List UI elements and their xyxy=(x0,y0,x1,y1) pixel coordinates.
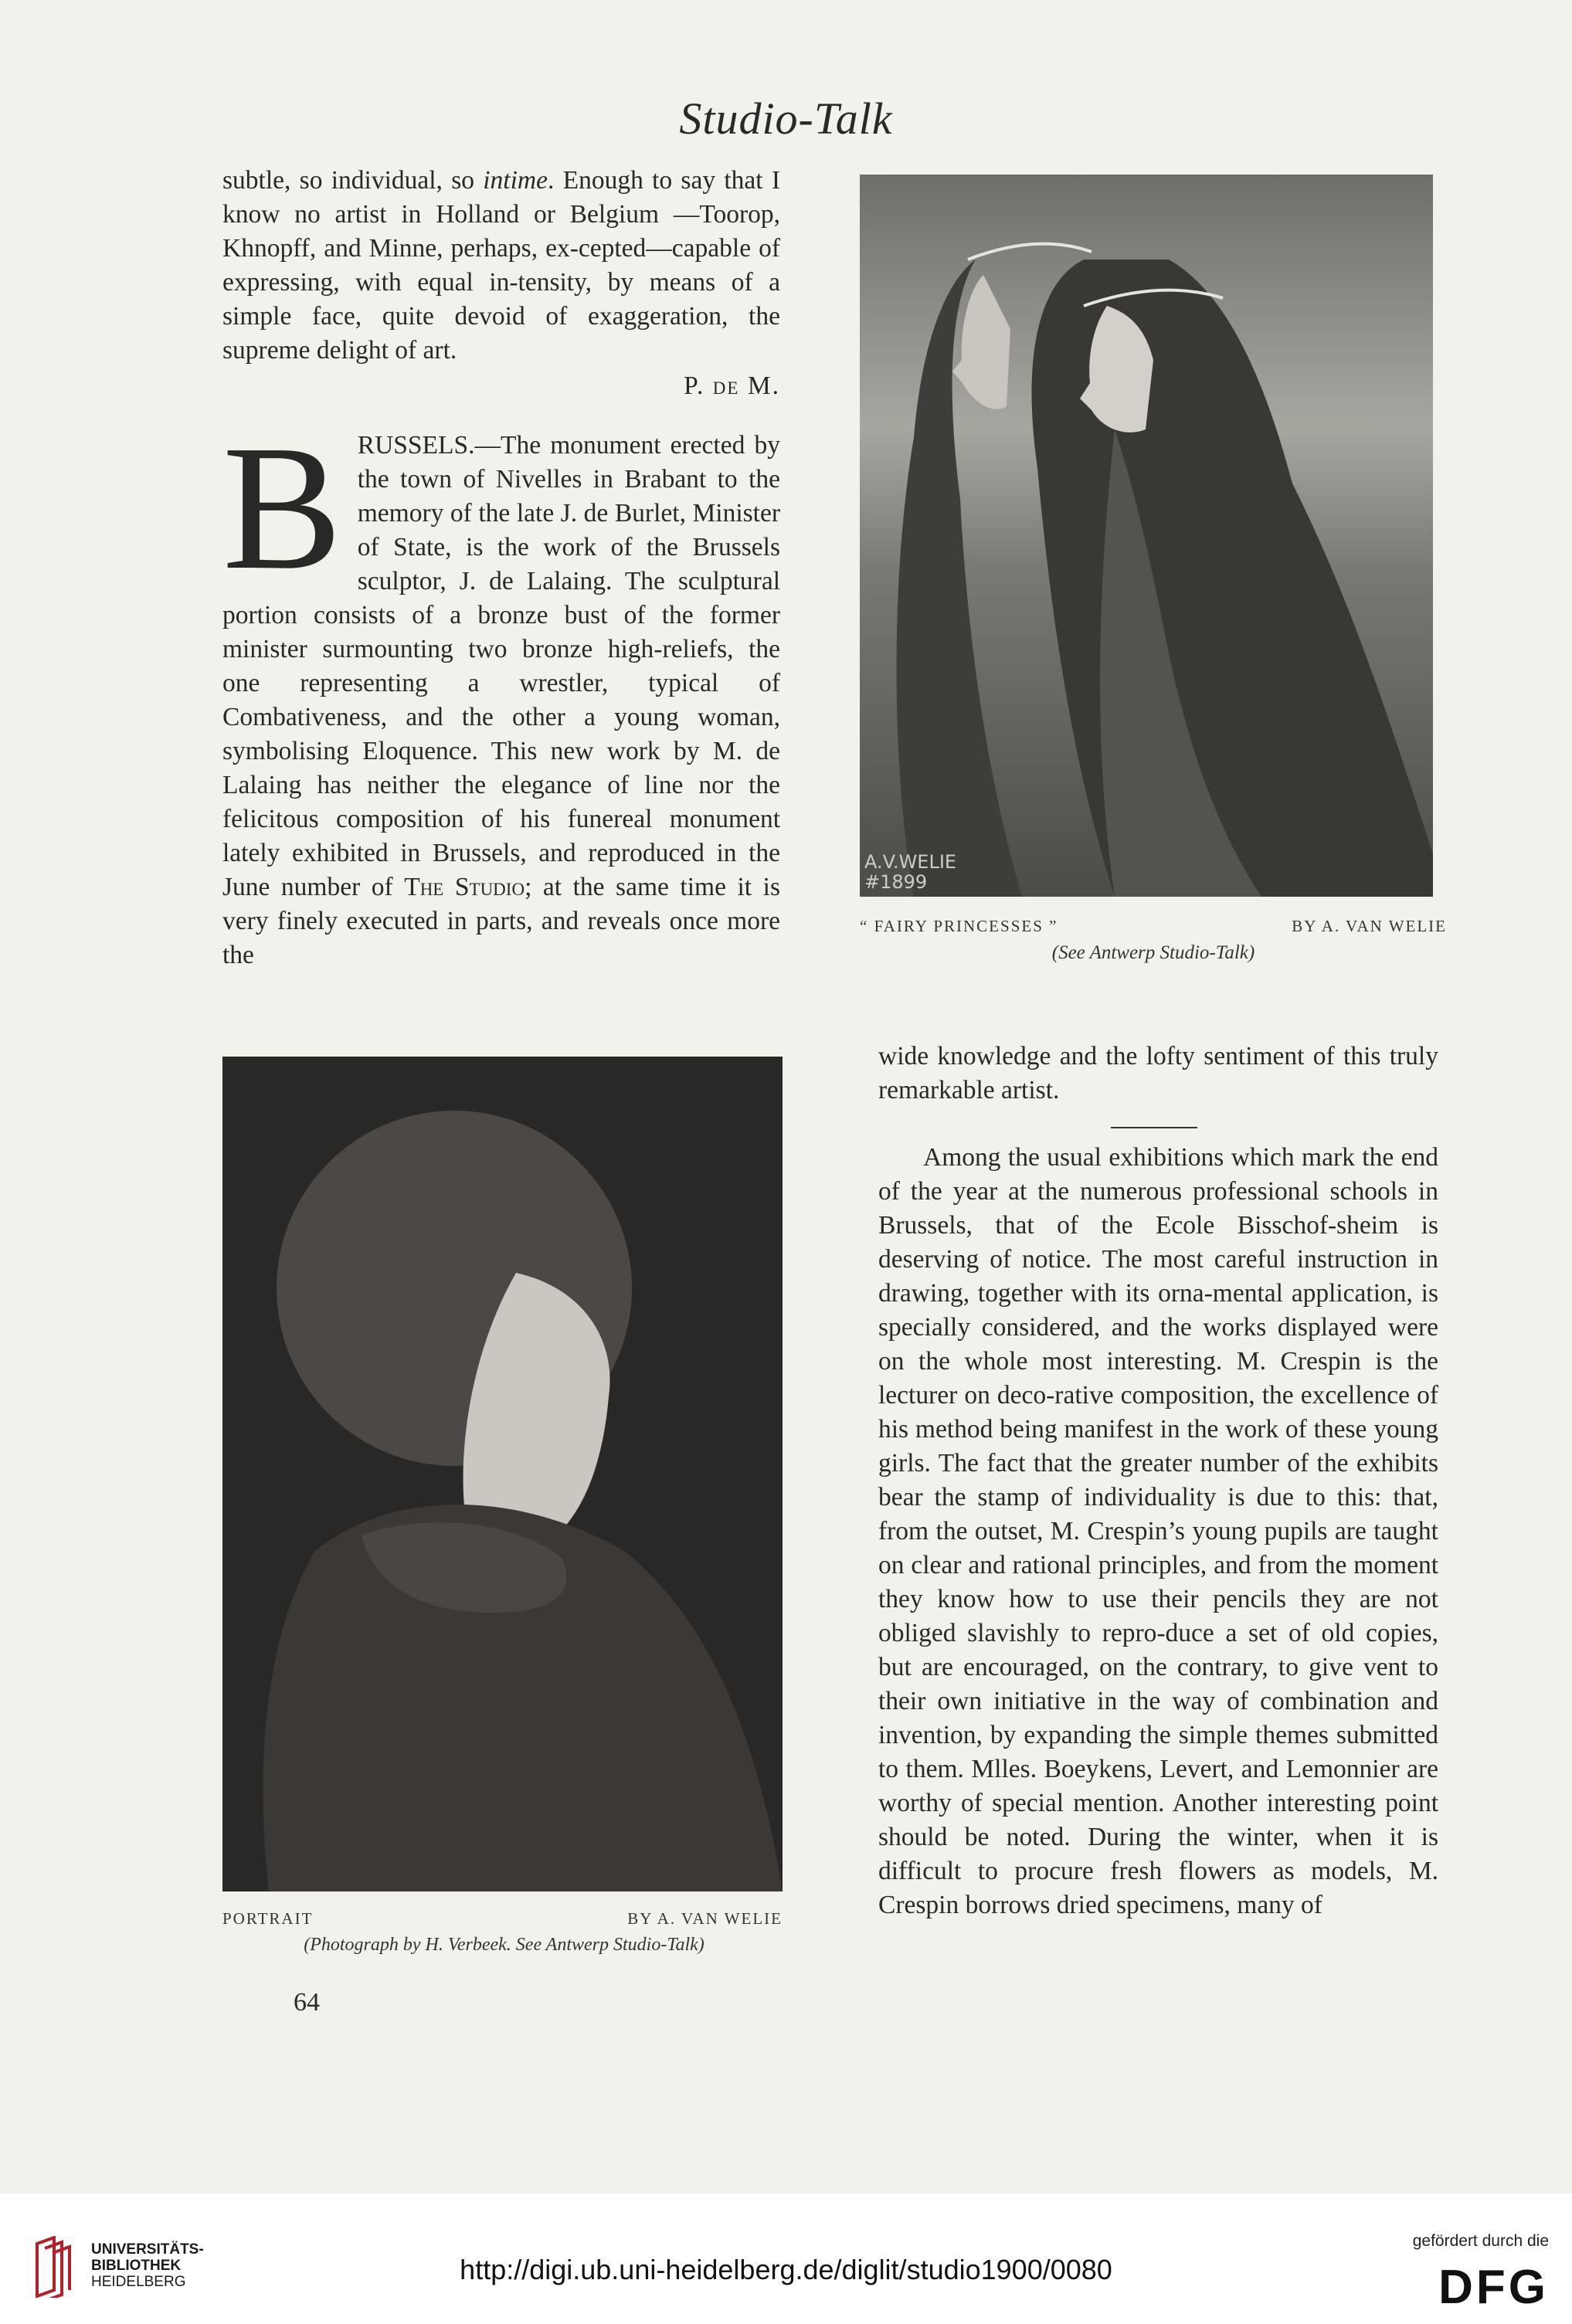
brussels-text: RUSSELS.—The monument erected by the town of Nivelles in Brabant to the memory of the late J. de Burlet, Minister of State, is the work of the Brussels sculptor, J. de Lalaing. The sculptural portion consists of a bronze bust of the former minister surmounting two bronze high-reliefs, the one representing a wrestler, typical of Combativeness, and the other a young woman, symbolising Eloquence. This new work by M. de Lalaing has neither the elegance of line nor the felicitous composition of his funereal monument lately exhibited in Brussels, and reproduced in the June number of xyxy=(222,431,780,901)
fairy-caption-artist: BY A. VAN WELIE xyxy=(1292,917,1447,935)
library-name-line-1: UNIVERSITÄTS- xyxy=(91,2241,204,2258)
running-head: Studio-Talk xyxy=(679,93,893,144)
intro-italic-word: intime xyxy=(483,166,548,195)
portrait-caption-title: PORTRAIT xyxy=(222,1909,314,1928)
fairy-princesses-image xyxy=(860,175,1433,897)
fairy-caption-sub: (See Antwerp Studio-Talk) xyxy=(1051,942,1255,963)
section-rule xyxy=(1111,1127,1197,1128)
exhibition-paragraph xyxy=(878,1141,1438,1922)
portrait-image xyxy=(222,1057,783,1891)
intro-paragraph xyxy=(222,164,780,403)
image-signature: A.V.WELIE #1899 xyxy=(864,851,957,893)
intro-text-a: subtle, so individual, so xyxy=(222,166,484,195)
brussels-article xyxy=(222,409,780,972)
fairy-caption xyxy=(860,917,1447,936)
studio-name: The Studio xyxy=(404,873,525,901)
fairy-caption-title: “ FAIRY PRINCESSES ” xyxy=(860,917,1058,935)
library-name-line-3: HEIDELBERG xyxy=(91,2274,186,2290)
portrait-caption xyxy=(222,1909,783,1929)
brussels-text-tail: ; at the same time it is very finely executed in parts, and reveals once more the xyxy=(222,873,780,969)
library-name-line-2: BIBLIOTHEK xyxy=(91,2258,182,2274)
fairy-princesses-illustration xyxy=(860,175,1433,897)
source-url-link[interactable]: http://digi.ub.uni-heidelberg.de/diglit/studio1900/0080 xyxy=(460,2254,1112,2285)
continuation-paragraph xyxy=(878,1040,1438,1108)
intro-text-b: . Enough to say that I know no artist in Holland or Belgium —Toorop, Khnopff, and Minne, perhaps, ex-cepted—capable of expressing, with equal in-tensity, by means of a simple face, quite devoid of exaggeration, the supreme delight of art. xyxy=(222,166,780,365)
dfg-logo: DFG xyxy=(1438,2261,1549,2314)
exhibition-text: Among the usual exhibitions which mark the end of the year at the numerous professional schools in Brussels, that of the Ecole Bisschof-sheim is deserving of notice. The most careful instruction in drawing, together with its orna-mental application, is specially considered, and the works displayed were on the whole most interesting. M. Crespin is the lecturer on deco-rative composition, the excellence of his method being manifest in the work of these young girls. The fact that the greater number of the exhibits bear the stamp of individuality is due to this: that, from the outset, M. Crespin’s young pupils are taught on clear and rational principles, and from the moment they know how to use their pencils they are not obliged slavishly to repro-duce a set of old copies, but are encouraged, on the contrary, to give vent to their own initiative in the way of combination and invention, by expanding the simple themes submitted to them. Mlles. Boeykens, Levert, and Lemonnier are worthy of special mention. Another interesting point should be noted. During the winter, when it is difficult to procure fresh flowers as models, M. Crespin borrows dried specimens, many of xyxy=(878,1143,1438,1919)
author-signature: P. de M. xyxy=(684,372,780,400)
drop-cap: B xyxy=(222,409,342,607)
portrait-caption-sub: (Photograph by H. Verbeek. See Antwerp Studio-Talk) xyxy=(304,1935,705,1955)
footer-bar xyxy=(0,2193,1572,2324)
funding-note: gefördert durch die xyxy=(1412,2232,1549,2250)
page-number: 64 xyxy=(294,1988,320,2017)
continuation-text: wide knowledge and the lofty sentiment of this truly remarkable artist. xyxy=(878,1042,1438,1104)
portrait-caption-artist: BY A. VAN WELIE xyxy=(627,1909,783,1928)
portrait-illustration xyxy=(222,1057,783,1891)
